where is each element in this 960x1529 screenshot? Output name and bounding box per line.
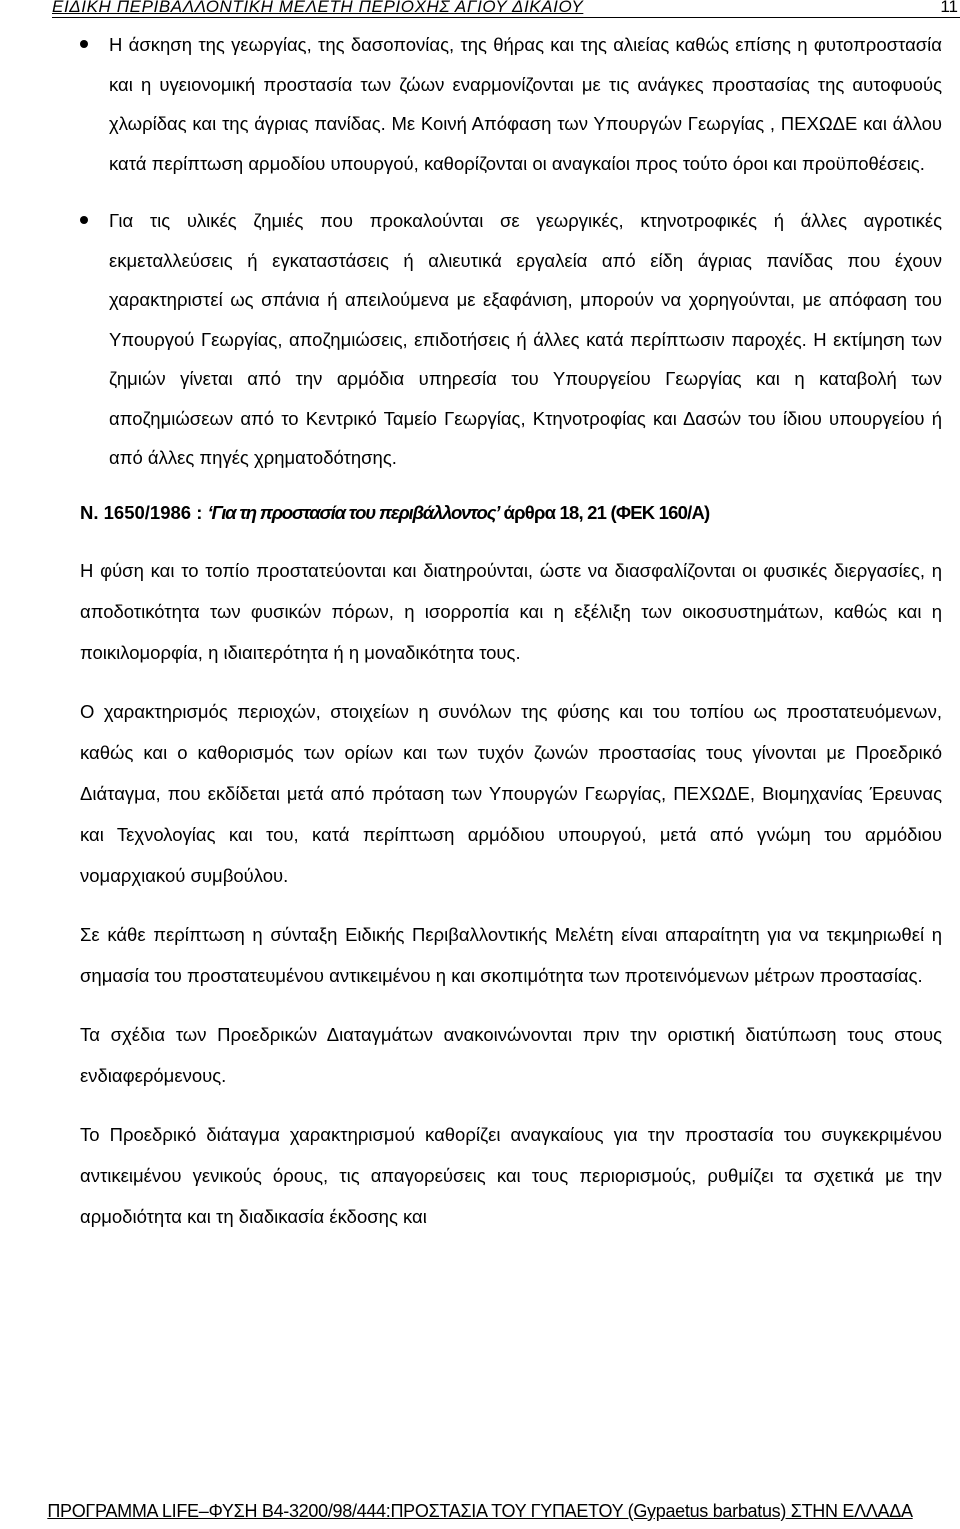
bullet-icon [80,40,88,48]
document-title: ΕΙΔΙΚΗ ΠΕΡΙΒΑΛΛΟΝΤΙΚΗ ΜΕΛΕΤΗ ΠΕΡΙΟΧΗΣ ΑΓΙΟΥ ΔΙΚΑΙΟΥ [52,0,584,16]
bullet-list [80,25,942,478]
list-item [80,201,942,478]
document-body [80,25,942,1237]
law-heading [80,493,942,533]
list-item [80,25,942,183]
bullet-icon [80,216,88,224]
law-number: Ν. 1650/1986 : [80,501,208,523]
page-header [52,0,960,18]
page-number: 11 [940,0,958,16]
paragraph: Σε κάθε περίπτωση η σύνταξη Ειδικής Περιβαλλοντικής Μελέτη είναι απαραίτητη για να τεκμηριωθεί η σημασία του προστατευμένου αντικειμένου η και σκοπιμότητα των προτεινόμενων μέτρων προστασίας. [80,923,942,986]
paragraph: Η φύση και το τοπίο προστατεύονται και διατηρούνται, ώστε να διασφαλίζονται οι φυσικές διεργασίες, η αποδοτικότητα των φυσικών πόρων, η ισορροπία και η εξέλιξη των οικοσυστημάτων, καθώς και η ποικιλομορφία, η ιδιαιτερότητα ή η μοναδικότητα τους. [80,559,942,663]
paragraph: Τα σχέδια των Προεδρικών Διαταγμάτων ανακοινώνονται πριν την οριστική διατύπωση τους στους ενδιαφερόμενους. [80,1023,942,1086]
paragraph: Το Προεδρικό διάταγμα χαρακτηρισμού καθορίζει αναγκαίους για την προστασία του συγκεκριμένου αντικειμένου γενικούς όρους, τις απαγορεύσεις και τους περιορισμούς, ρυθμίζει τα σχετικά με την αρμοδιότητα και τη διαδικασία έκδοσης και [80,1123,942,1227]
list-item-text: Για τις υλικές ζημιές που προκαλούνται σε γεωργικές, κτηνοτροφικές ή άλλες αγροτικές εκμεταλλεύσεις ή εγκαταστάσεις ή αλιευτικά εργαλεία από είδη άγριας πανίδας που έχουν χαρακτηριστεί ως σπάνια ή απειλούμενα με εξαφάνιση, μπορούν να χορηγούνται, με απόφαση του Υπουργού Γεωργίας, αποζημιώσεις, επιδοτήσεις ή άλλες κατά περίπτωσιν παροχές. Η εκτίμηση των ζημιών γίνεται από την αρμόδια υπηρεσία του Υπουργείου Γεωργίας και η καταβολή των αποζημιώσεων από το Κεντρικό Ταμείο Γεωργίας, Κτηνοτροφίας και Δασών του ίδιου υπουργείου ή από άλλες πηγές χρηματοδότησης. [109,210,942,468]
paragraph: Ο χαρακτηρισμός περιοχών, στοιχείων η συνόλων της φύσης και του τοπίου ως προστατευόμενων, καθώς και ο καθορισμός των ορίων και των τυχόν ζωνών προστασίας τους γίνονται με Προεδρικό Διάταγμα, που εκδίδεται μετά από πρόταση των Υπουργών Γεωργίας, ΠΕΧΩΔΕ, Βιομηχανίας Έρευνας και Τεχνολογίας και του, κατά περίπτωση αρμόδιου υπουργού, μετά από γνώμη του αρμόδιου νομαρχιακού συμβούλου. [80,700,942,886]
law-title: ‘Για τη προστασία του περιβάλλοντος’ [207,501,500,523]
list-item-text: Η άσκηση της γεωργίας, της δασοπονίας, της θήρας και της αλιείας καθώς επίσης η φυτοπροστασία και η υγειονομική προστασία των ζώων εναρμονίζονται με τις ανάγκες προστασίας της αυτοφυούς χλωρίδας και της άγριας πανίδας. Με Κοινή Απόφαση των Υπουργών Γεωργίας , ΠΕΧΩΔΕ και άλλου κατά περίπτωση αρμοδίου υπουργού, καθορίζονται οι αναγκαίοι προς τούτο όροι και προϋποθέσεις. [109,34,942,174]
page-footer: ΠΡΟΓΡΑΜΜΑ LIFE–ΦΥΣΗ Β4-3200/98/444:ΠΡΟΣΤΑΣΙΑ ΤΟΥ ΓΥΠΑΕΤΟΥ (Gypaetus barbatus) ΣΤΗΝ ΕΛΛΑΔΑ [47,1501,913,1521]
law-reference: άρθρα 18, 21 (ΦΕΚ 160/Α) [499,501,710,523]
